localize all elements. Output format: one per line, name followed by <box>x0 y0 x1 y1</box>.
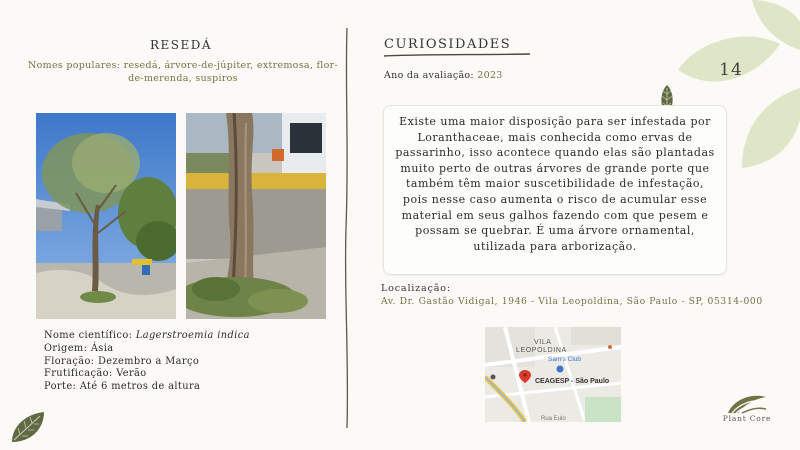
curiosities-text: Existe uma maior disposição para ser infestada por Loranthaceae, mais conhecida como ervas de passarinho, isso acontece quando elas são plantadas muito perto de outras árvores de grande porte que também têm maior suscetibilidade de infestação, pois nesse caso aumenta o risco de acumular esse material em seus galhos fazendo com que pesem e possam se quebrar. É uma árvore ornamental, utilizada para arborização. <box>383 105 727 275</box>
curiosities-title: CURIOSIDADES <box>384 37 512 52</box>
map-district-2: LEOPOLDINA <box>516 347 567 354</box>
map-pin-sams-icon <box>557 366 564 373</box>
tree-photo-1 <box>36 113 176 319</box>
scientific-name-value: Lagerstroemia indica <box>135 330 250 341</box>
plant-core-logo-icon <box>726 393 768 415</box>
plant-facts <box>44 330 250 394</box>
tree-photo-2 <box>186 113 326 319</box>
location-address: Av. Dr. Gastão Vidigal, 1946 - Vila Leopoldina, São Paulo - SP, 05314-000 <box>381 296 763 307</box>
popular-names: Nomes populares: resedá, árvore-de-júpiter, extremosa, flor-de-merenda, suspiros <box>28 60 338 84</box>
map-district-1: VILA <box>534 339 552 346</box>
map-place-ceagesp: CEAGESP - São Paulo <box>535 378 610 385</box>
map-place-sams: Sam's Club <box>548 356 582 363</box>
evaluation-year: Ano da avaliação: 2023 <box>384 70 503 81</box>
location-label: Localização: <box>381 283 451 294</box>
title-underline <box>384 52 530 58</box>
column-divider <box>343 28 351 428</box>
size: Porte: Até 6 metros de altura <box>44 381 201 393</box>
fruiting: Frutificação: Verão <box>44 368 147 380</box>
map-road: Rua Eulo <box>541 416 566 422</box>
origin: Origem: Ásia <box>44 342 114 354</box>
logo-name: Plant Core <box>722 414 772 423</box>
evaluation-year-value: 2023 <box>477 70 503 81</box>
flowering: Floração: Dezembro a Março <box>44 355 200 367</box>
location-map[interactable] <box>485 327 621 422</box>
plant-title: RESEDÁ <box>149 38 213 52</box>
page-number: 14 <box>719 60 743 80</box>
leaf-icon <box>8 408 48 446</box>
scientific-name: Nome científico: Lagerstroemia indica <box>44 330 250 341</box>
